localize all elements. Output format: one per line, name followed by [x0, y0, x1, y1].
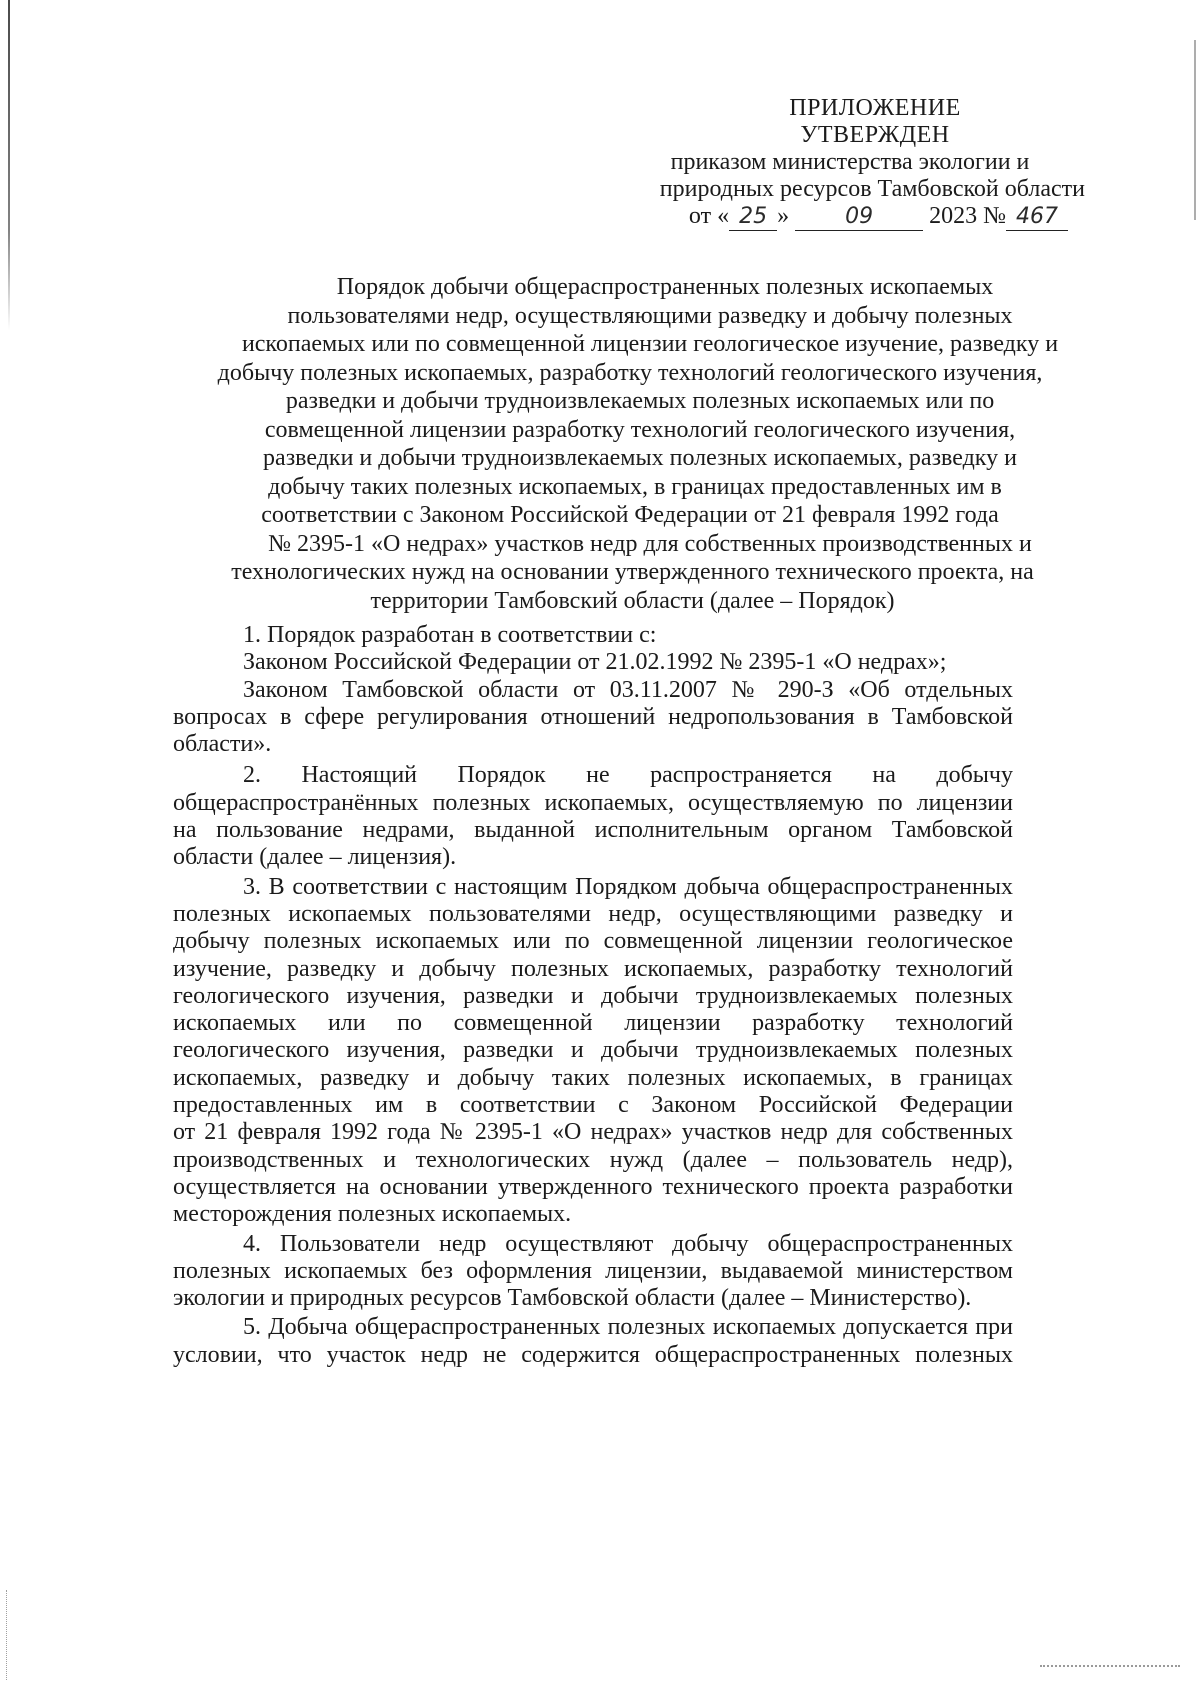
paragraph-1: [173, 622, 1013, 758]
paragraph-line: ископаемых или по совмещенной лицензии разработку технологий: [173, 1010, 1013, 1037]
paragraph-3: [173, 874, 1013, 1229]
heading-line: разведки и добычи трудноизвлекаемых полезных ископаемых, разведку и: [263, 445, 1017, 471]
heading-line: № 2395-1 «О недрах» участков недр для собственных производственных и: [268, 530, 1032, 557]
heading-line: ископаемых или по совмещенной лицензии геологическое изучение, разведку и: [241, 331, 1059, 357]
paragraph-line: 2. Настоящий Порядок не распространяется на добычу: [243, 762, 1013, 789]
paragraph-line: полезных ископаемых без оформления лицензии, выдаваемой министерством: [173, 1257, 1013, 1284]
paragraph-line: производственных и технологических нужд (далее – пользователь недр),: [173, 1146, 1013, 1173]
paragraph-line: изучение, разведку и добычу полезных ископаемых, разработку технологий: [173, 955, 1013, 982]
paragraph-line: экологии и природных ресурсов Тамбовской области (далее – Министерство).: [173, 1285, 972, 1312]
approval-block: [610, 95, 1100, 231]
heading-line: пользователями недр, осуществляющими разведку и добычу полезных: [287, 302, 1013, 329]
scan-dots-artifact-left: [6, 1590, 8, 1680]
scan-edge-artifact-left: [8, 0, 10, 330]
heading-line: совмещенной лицензии разработку технологий геологического изучения,: [264, 416, 1016, 443]
scan-edge-artifact-right: [1194, 40, 1196, 220]
paragraph-line: геологического изучения, разведки и добычи трудноизвлекаемых полезных: [173, 982, 1013, 1009]
paragraph-line: осуществляется на основании утвержденного технического проекта разработки: [173, 1173, 1013, 1200]
paragraph-line: добычу полезных ископаемых или по совмещенной лицензии геологическое: [173, 928, 1013, 955]
heading-line: разведки и добычи трудноизвлекаемых полезных ископаемых или по: [285, 388, 995, 414]
paragraph-line: 3. В соответствии с настоящим Порядком добыча общераспространенных: [243, 873, 1013, 900]
order-month-handwritten: 09: [795, 203, 923, 231]
document-heading: [180, 273, 1060, 615]
paragraph-line: условии, что участок недр не содержится общераспространенных полезных: [173, 1341, 1013, 1368]
heading-line: соответствии с Законом Российской Федерации от 21 февраля 1992 года: [261, 502, 999, 528]
order-from-label: от «: [688, 203, 730, 229]
approval-line-1: приказом министерства экологии и: [670, 149, 1030, 175]
paragraph-4: [173, 1231, 1013, 1313]
paragraph-line: области (далее – лицензия).: [173, 844, 457, 871]
order-number-handwritten: 467: [1006, 203, 1068, 231]
appendix-title: ПРИЛОЖЕНИЕ: [789, 95, 961, 121]
paragraph-line: Законом Тамбовской области от 03.11.2007 № 290-З «Об отдельных: [243, 676, 1013, 703]
paragraph-line: Законом Российской Федерации от 21.02.1992 № 2395-1 «О недрах»;: [243, 649, 947, 676]
order-year-label: 2023 №: [929, 203, 1006, 229]
heading-line: территории Тамбовский области (далее – Порядок): [370, 587, 895, 614]
order-date-line: [610, 203, 1100, 231]
document-body: [173, 622, 1013, 1369]
paragraph-line: геологического изучения, разведки и добычи трудноизвлекаемых полезных: [173, 1037, 1013, 1064]
paragraph-line: ископаемых, разведку и добычу таких полезных ископаемых, в границах: [173, 1064, 1013, 1091]
order-quote-close: »: [777, 203, 790, 229]
heading-line: технологических нужд на основании утвержденного технического проекта, на: [231, 559, 1034, 585]
paragraph-2: [173, 762, 1013, 871]
paragraph-line: 4. Пользователи недр осуществляют добычу общераспространенных: [243, 1230, 1013, 1257]
paragraph-line: от 21 февраля 1992 года № 2395-1 «О недрах» участков недр для собственных: [173, 1119, 1013, 1146]
paragraph-line: 1. Порядок разработан в соответствии с:: [243, 622, 657, 648]
paragraph-line: 5. Добыча общераспространенных полезных ископаемых допускается при: [243, 1314, 1013, 1341]
heading-line: добычу таких полезных ископаемых, в границах предоставленных им в: [268, 473, 1002, 500]
paragraph-line: полезных ископаемых пользователями недр, осуществляющими разведку и: [173, 900, 1013, 927]
paragraph-line: общераспространённых полезных ископаемых, осуществляемую по лицензии: [173, 789, 1013, 816]
approval-line-2: природных ресурсов Тамбовской области: [659, 176, 1085, 202]
paragraph-line: области».: [173, 731, 272, 758]
approved-label: УТВЕРЖДЕН: [800, 122, 950, 148]
heading-line: добычу полезных ископаемых, разработку технологий геологического изучения,: [217, 359, 1043, 386]
heading-line: Порядок добычи общераспространенных полезных ископаемых: [336, 274, 994, 300]
paragraph-line: на пользование недрами, выданной исполнительным органом Тамбовской: [173, 817, 1013, 844]
paragraph-line: вопросах в сфере регулирования отношений недропользования в Тамбовской: [173, 703, 1013, 730]
order-day-handwritten: 25: [729, 203, 777, 231]
paragraph-5: [173, 1314, 1013, 1369]
paragraph-line: предоставленных им в соответствии с Законом Российской Федерации: [173, 1092, 1013, 1119]
paragraph-line: месторождения полезных ископаемых.: [173, 1201, 572, 1228]
scan-dots-artifact: [1040, 1665, 1180, 1669]
